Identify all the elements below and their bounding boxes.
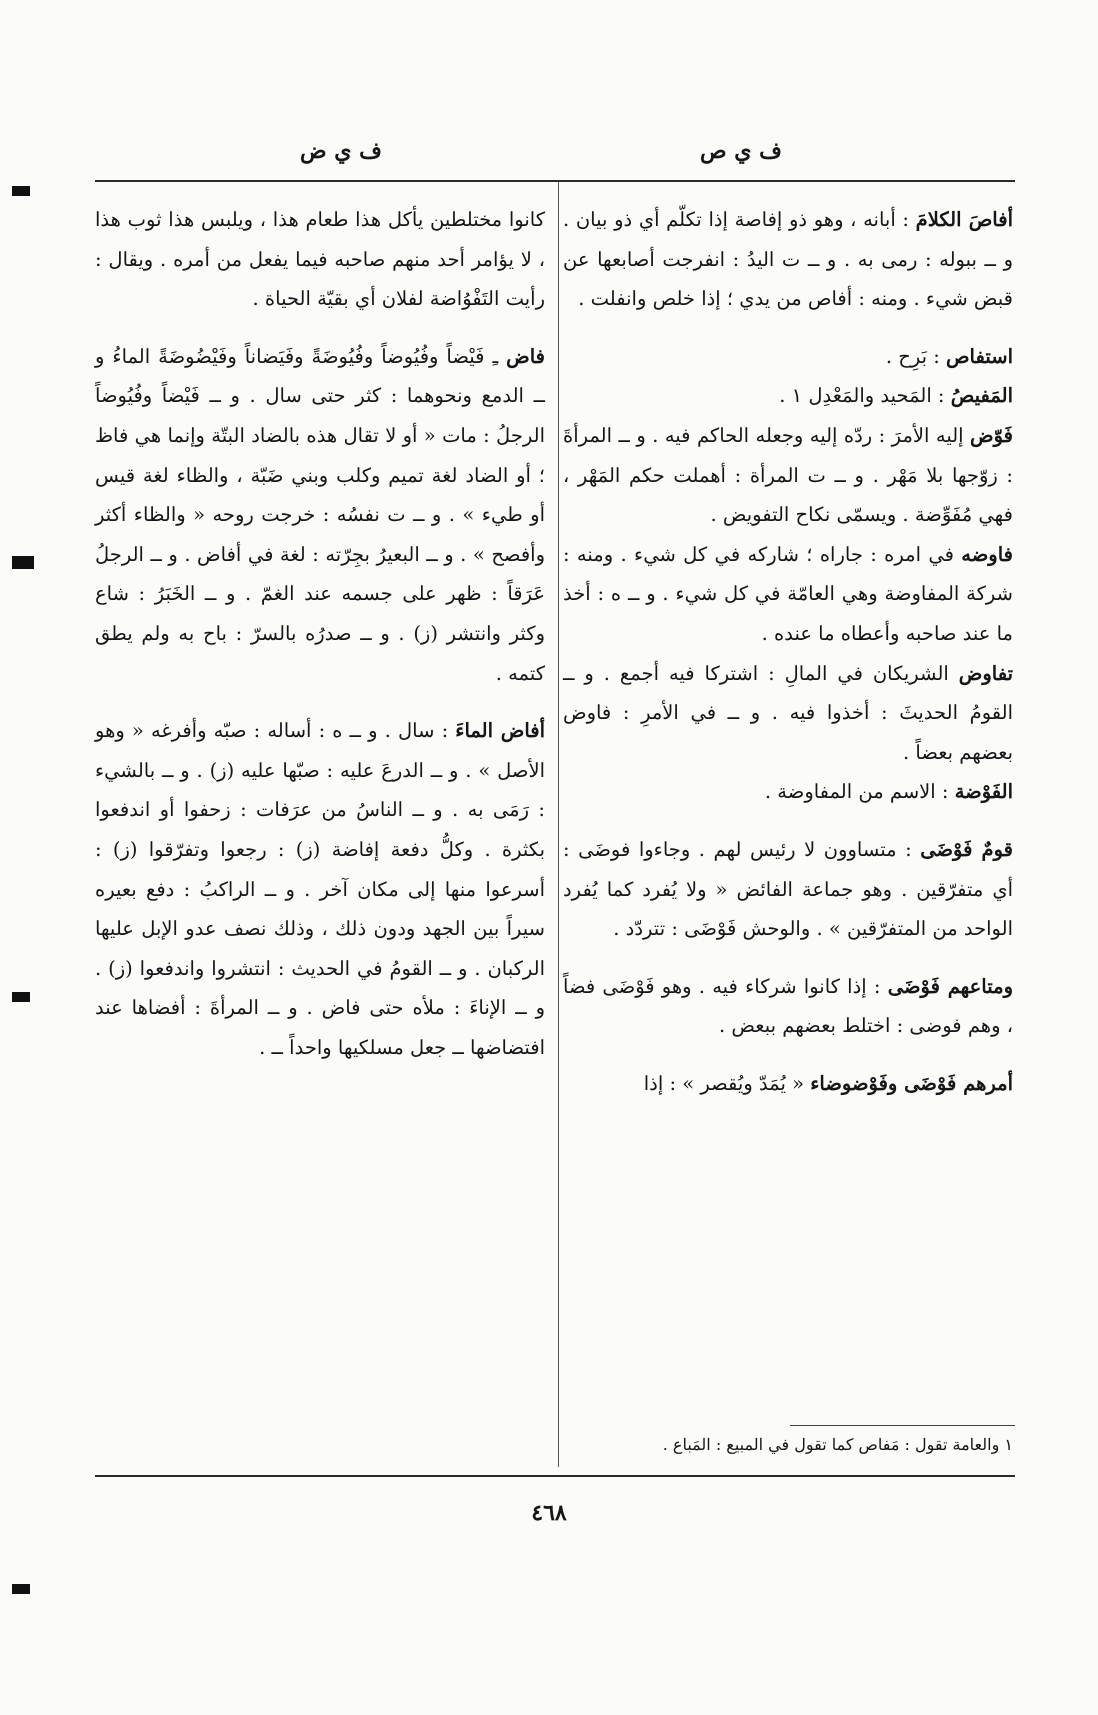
entry [563, 416, 1013, 535]
entry [95, 711, 545, 1067]
entry [563, 830, 1013, 949]
footer-rule [95, 1475, 1015, 1477]
headword: فاوضه [961, 542, 1013, 566]
entry [563, 535, 1013, 654]
right-column [563, 200, 1013, 1103]
headword: أفاض الماءَ [455, 719, 545, 743]
headword: استفاص [945, 344, 1013, 368]
headword: فَوّض [970, 423, 1013, 447]
entry [95, 337, 545, 693]
entry [563, 654, 1013, 773]
entry [563, 1064, 1013, 1104]
entry [95, 200, 545, 319]
headword: الفَوْضة [954, 780, 1013, 804]
page-number: ٤٦٨ [531, 1500, 567, 1526]
headword: ومتاعهم فَوْضَى [887, 974, 1013, 998]
definition: : سال . و ــ ه : أساله : صبّه وأفرغه « وهو الأصل » . و ــ الدرعَ عليه : صبّها عليه (ز) . و ــ بالشيء : رَمَى به . و ــ الناسُ من عرَفات : زحفوا أو اندفعوا بكثرة . وكلُّ دفعة إفاضة (ز) : رجعوا وتفرّقوا (ز) : أسرعوا منها إلى مكان آخر . و ــ الراكبُ : دفع بعيره سيراً بين الجهد ودون ذلك ، وذلك نصف عدو الإبل عليها الركبان . و ــ القومُ في الحديث : انتشروا واندفعوا (ز) . و ــ الإناءَ : ملأه حتى فاض . و ــ المرأةَ : أفضاها عند افتضاضها ــ جعل مسلكيها واحداً ــ . [95, 719, 545, 1059]
header-word-left: ف ي ض [300, 138, 382, 164]
entry [563, 967, 1013, 1046]
definition: : بَرِح . [885, 344, 946, 368]
definition: ـِ فَيْضاً وفُيُوضاً وفُيُوضَةً وفَيَضاناً وفَيْضُوضَةً الماءُ و ــ الدمع ونحوهما : كثر حتى سال . و ــ فَيْضاً وفُيُوضاً الرجلُ : مات « أو لا تقال هذه بالضاد البتّة وإنما هي فاظ ؛ أو الضاد لغة تميم وكلب وبني ضَبّة ، والظاء لغة قيس أو طيء » . و ــ ت نفسُه : خرجت روحه « والظاء أكثر وأفصح » . و ــ البعيرُ بجِرّته : لغة في أفاض . و ــ الرجلُ عَرَقاً : ظهر على جسمه عند الغمّ . و ــ الخَبَرُ : شاع وكثر وانتشر (ز) . و ــ صدرُه بالسرّ : باح به ولم يطق كتمه . [95, 344, 545, 685]
headword: قومٌ فَوْضَى [920, 837, 1014, 861]
header-word-right: ف ي ص [700, 138, 782, 164]
column-divider [558, 182, 559, 1467]
definition: : الاسم من المفاوضة . [764, 780, 955, 804]
definition: : متساوون لا رئيس لهم . وجاءوا فوضَى : أي متفرّقين . وهو جماعة الفائض « ولا يُفرد كما يُفرد الواحد من المتفرّقين » . والوحش فَوْضَى : تتردّد . [563, 837, 1013, 941]
definition: « يُمَدّ ويُقصر » : إذا [643, 1071, 811, 1095]
footnote-rule [790, 1425, 1015, 1426]
entry [563, 200, 1013, 319]
definition: : إذا كانوا شركاء فيه . وهو فَوْضَى فضاً ، وهم فوضى : اختلط بعضهم ببعض . [563, 974, 1013, 1038]
headword: تفاوض [958, 661, 1013, 685]
header-rule [95, 180, 1015, 182]
definition: في امره : جاراه ؛ شاركه في كل شيء . ومنه : شركة المفاوضة وهي العامّة في كل شيء . و ــ ه : أخذ ما عند صاحبه وأعطاه ما عنده . [563, 542, 1013, 645]
definition: الشريكان في المالِ : اشتركا فيه أجمع . و ــ القومُ الحديثَ : أخذوا فيه . و ــ في الأمرِ : فاوض بعضهم بعضاً . [563, 661, 1013, 764]
margin-mark [12, 1584, 30, 1594]
footnote: ١ والعامة تقول : مَفاص كما تقول في المبيع : المَباع . [662, 1435, 1013, 1454]
entry [563, 337, 1013, 377]
definition: إليه الأمرَ : ردّه إليه وجعله الحاكم فيه . و ــ المرأةَ : زوّجها بلا مَهْر . و ــ ت المرأة : أهملت حكم المَهْر ، فهي مُفَوِّضة . ويسمّى نكاح التفويض . [563, 423, 1013, 527]
margin-mark [12, 186, 30, 196]
headword: المَفيصُ [950, 384, 1013, 408]
definition: : أبانه ، وهو ذو إفاصة إذا تكلّم أي ذو بيان . و ــ ببوله : رمى به . و ــ ت اليدُ : انفرجت أصابعها عن قبض شيء . ومنه : أفاص من يدي ؛ إذا خلص وانفلت . [563, 208, 1013, 311]
margin-mark [12, 992, 30, 1002]
headword: فاض [506, 344, 545, 368]
entry [563, 772, 1013, 812]
headword: أفاصَ الكلامَ [915, 208, 1013, 231]
definition: كانوا مختلطين يأكل هذا طعام هذا ، ويلبس هذا ثوب هذا ، لا يؤامر أحد منهم صاحبه فيما يفعل من أمره . ويقال : رأيت التَفْوُاضة لفلان أي بقيّة الحياة . [95, 208, 545, 311]
left-column [95, 200, 545, 1067]
headword: أمرهم فَوْضَى وفَوْضوضاء [810, 1071, 1013, 1095]
entry [563, 376, 1013, 416]
margin-mark [12, 556, 34, 569]
definition: : المَحيد والمَعْدِل ١ . [779, 384, 951, 408]
